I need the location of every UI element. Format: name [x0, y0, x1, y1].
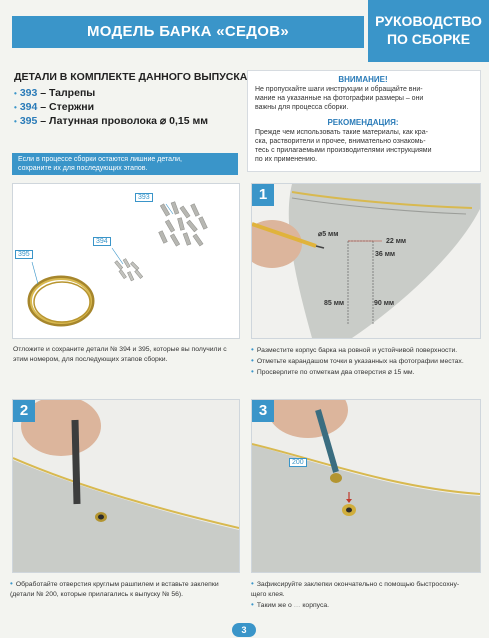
- parts-item: • 395 – Латунная проволока ⌀ 0,15 мм: [14, 115, 209, 127]
- page-title: МОДЕЛЬ БАРКА «СЕДОВ»: [86, 23, 290, 40]
- measure-90: 90 мм: [374, 300, 395, 307]
- part-number: 394: [19, 101, 38, 113]
- bullet-text: Просверлите по отметкам два отверстия ⌀ 15 мм.: [256, 369, 415, 376]
- bullet-text-tail: корпуса.: [302, 602, 330, 609]
- step3-bullet: • Таким же о … корпуса.: [251, 600, 330, 609]
- parts-caption: [13, 345, 239, 365]
- step1-bullet: • Разместите корпус барка на ровной и устойчивой поверхности.: [251, 345, 458, 354]
- step-number-1: 1: [252, 184, 274, 206]
- part-name: – Талрепы: [40, 87, 96, 99]
- parts-item: • 394 – Стержни: [14, 101, 95, 113]
- bullet-text-cont: (детали № 200, которые прилагались к выпуску № 56).: [10, 591, 184, 598]
- guide-line-2: ПО СБОРКЕ: [386, 31, 471, 47]
- note-line: Если в процессе сборки остаются лишние детали,: [18, 156, 182, 163]
- label-200: 200: [289, 458, 307, 467]
- step3-photo: [252, 400, 480, 572]
- bullet-text: Зафиксируйте заклепки окончательно с помощью быстросохну-: [256, 581, 460, 588]
- brass-wire-coil-395: [29, 277, 93, 325]
- part-number: 393: [19, 87, 38, 99]
- guide-badge-text: [368, 12, 489, 48]
- leftover-note-text: [18, 155, 232, 173]
- recommendation-line: Прежде чем использовать такие материалы, как кра-: [255, 129, 428, 136]
- recommendation-heading: РЕКОМЕНДАЦИЯ:: [327, 118, 399, 127]
- step2-instructions: [10, 579, 240, 600]
- parts-photo: [13, 184, 239, 338]
- recommendation-line: тесь с прилагаемыми производителями инструкциями: [255, 147, 432, 154]
- step-number-2: 2: [13, 400, 35, 422]
- bullet-text: Разместите корпус барка на ровной и устойчивой поверхности.: [256, 347, 458, 354]
- step-number-3: 3: [252, 400, 274, 422]
- step3-instructions: [251, 579, 481, 611]
- bullet-text: Таким же о: [256, 602, 292, 609]
- step3-bullet: • Зафиксируйте заклепки окончательно с помощью быстросохну-: [251, 579, 460, 588]
- guide-line-1: РУКОВОДСТВО: [375, 13, 482, 29]
- measure-22: 22 мм: [386, 238, 407, 245]
- parts-photo-panel: [12, 183, 240, 339]
- parts-title: ДЕТАЛИ В КОМПЛЕКТЕ ДАННОГО ВЫПУСКА: [14, 71, 248, 83]
- step3-photo-panel: [251, 399, 481, 573]
- part-name: – Латунная проволока ⌀ 0,15 мм: [40, 115, 209, 127]
- step2-photo-panel: [12, 399, 240, 573]
- recommendation-text: [255, 128, 473, 164]
- page-number: 3: [232, 623, 256, 637]
- step1-photo-panel: [251, 183, 481, 339]
- attention-line: мание на указанные на фотографии размеры – они: [255, 95, 424, 102]
- measure-diameter: ⌀5 мм: [318, 231, 339, 238]
- part-name: – Стержни: [40, 101, 95, 113]
- note-line: сохраните их для последующих этапов.: [18, 165, 148, 172]
- caption-line: этим номером, для последующих этапов сборки.: [13, 356, 168, 363]
- attention-heading: ВНИМАНИЕ!: [338, 75, 388, 84]
- parts-item: • 393 – Талрепы: [14, 87, 96, 99]
- label-394: 394: [93, 237, 111, 246]
- bullet-text: Обработайте отверстия круглым рашпилем и вставьте заклепки: [15, 581, 219, 588]
- measure-36: 36 мм: [375, 251, 396, 258]
- caption-line: Отложите и сохраните детали № 394 и 395, которые вы получили с: [13, 346, 227, 353]
- step1-instructions: [251, 345, 481, 378]
- rods-394: [115, 259, 143, 281]
- bullet-text: Отметьте карандашом точки в указанных на фотографии местах.: [256, 358, 464, 365]
- recommendation-line: по их применению.: [255, 156, 318, 163]
- step2-bullet: • Обработайте отверстия круглым рашпилем и вставьте заклепки: [10, 579, 219, 588]
- bullet-text-cont: щего клея.: [251, 591, 285, 598]
- step2-photo: [13, 400, 239, 572]
- attention-line: Не пропускайте шаги инструкции и обращайте вни-: [255, 86, 423, 93]
- part-number: 395: [19, 115, 38, 127]
- step1-photo: [252, 184, 480, 338]
- measure-85: 85 мм: [324, 300, 345, 307]
- recommendation-line: ска, растворители и прочее, внимательно ознакомь-: [255, 138, 426, 145]
- label-393: 393: [135, 193, 153, 202]
- attention-text: [255, 85, 473, 112]
- label-395: 395: [15, 250, 33, 259]
- attention-line: важны для процесса сборки.: [255, 104, 349, 111]
- step1-bullet: • Отметьте карандашом точки в указанных на фотографии местах.: [251, 356, 464, 365]
- turnbuckles-393: [159, 202, 208, 247]
- step1-bullet: • Просверлите по отметкам два отверстия ⌀ 15 мм.: [251, 367, 415, 376]
